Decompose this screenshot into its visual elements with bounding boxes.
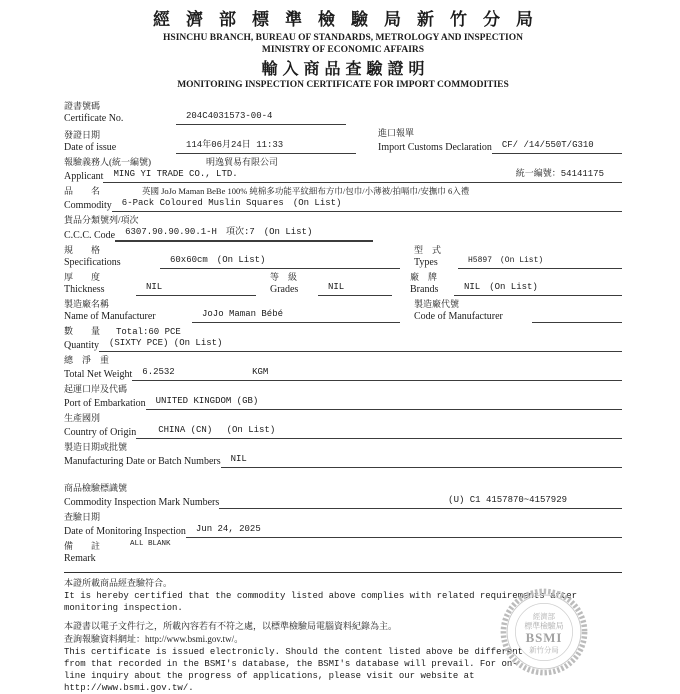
- remark-label-zh: 備 註: [64, 541, 101, 551]
- applicant-name-en: MING YI TRADE CO., LTD.: [113, 169, 238, 179]
- mfg-date-label-en: Manufacturing Date or Batch Numbers: [64, 456, 221, 467]
- inspection-date-label-en: Date of Monitoring Inspection: [64, 526, 186, 537]
- manufacturer-code-label-zh: 製造廠代號: [414, 299, 460, 309]
- document-header: [64, 10, 622, 91]
- mfg-date-label-zh: 製造日期或批號: [64, 442, 128, 452]
- types-label-en: Types: [414, 257, 438, 268]
- types-value: H5897 (On List): [458, 254, 622, 269]
- quantity-label-zh: 數 量: [64, 326, 101, 336]
- field-origin: [64, 412, 622, 439]
- specifications-value: 60x60cm (On List): [160, 254, 400, 269]
- field-mfg-date: [64, 441, 622, 468]
- import-declaration-label-en: Import Customs Declaration: [378, 142, 492, 153]
- electronic-note-zh-2: 查詢報驗資料網址：http://www.bsmi.gov.tw/。: [64, 634, 244, 644]
- field-thickness-grades-brands: [64, 271, 622, 296]
- embarkation-value: UNITED KINGDOM (GB): [146, 395, 622, 410]
- seal-text-ministry: 經濟部: [532, 612, 556, 622]
- embarkation-label-en: Port of Embarkation: [64, 398, 146, 409]
- certified-text-zh: 本證所載商品經查驗符合。: [64, 578, 173, 588]
- bsmi-seal: [486, 584, 602, 680]
- commodity-desc-zh: 英國 JoJo Maman BeBe 100% 純棉多功能平紋細布方巾/包巾/小薄被/拍嗝巾/安撫巾 6入禮: [142, 186, 470, 196]
- electronic-note-en: This certificate is issued electronicly. Should the content listed above be different from that recorded in the BSMI's database, the BSMI's database will prevail. For on-line inquiry about the progress of applications, please visit our website at http://www.bsmi.gov.tw/.: [64, 647, 524, 693]
- ccc-code-label-en: C.C.C. Code: [64, 230, 116, 241]
- commodity-desc-en: 6-Pack Coloured Muslin Squares (On List): [112, 197, 622, 212]
- import-declaration-value: CF/ /14/550T/G310: [492, 139, 622, 154]
- section-divider: [64, 572, 622, 573]
- embarkation-label-zh: 起運口岸及代碼: [64, 384, 128, 394]
- brands-label-en: Brands: [410, 284, 439, 295]
- commodity-label-zh: 品 名: [64, 186, 101, 196]
- field-spec-types: [64, 244, 622, 269]
- commodity-label-en: Commodity: [64, 200, 112, 211]
- date-of-issue-label-zh: 發證日期: [64, 130, 101, 140]
- field-commodity: [64, 185, 622, 212]
- seal-text-bureau: 標準檢驗局: [524, 621, 564, 631]
- certificate-no-label-en: Certificate No.: [64, 113, 124, 124]
- quantity-total: Total:60 PCE: [116, 327, 181, 337]
- inspection-date-value: Jun 24, 2025: [186, 523, 622, 538]
- date-of-issue-label-en: Date of issue: [64, 142, 117, 153]
- mark-numbers-label-en: Commodity Inspection Mark Numbers: [64, 497, 220, 508]
- applicant-label-zh: 報驗義務人(統一編號): [64, 157, 151, 167]
- field-mark-numbers: [64, 482, 622, 509]
- grades-value: NIL: [318, 281, 392, 296]
- field-ccc-code: [64, 214, 622, 242]
- certificate-no-value: 204C4031573-00-4: [176, 110, 346, 125]
- manufacturer-name-label-en: Name of Manufacturer: [64, 311, 156, 322]
- field-remark: [64, 540, 622, 565]
- thickness-value: NIL: [136, 281, 256, 296]
- document-title-en: MONITORING INSPECTION CERTIFICATE FOR IMPORT COMMODITIES: [177, 80, 509, 90]
- net-weight-label-en: Total Net Weight: [64, 369, 133, 380]
- brands-label-zh: 廠 牌: [410, 272, 438, 282]
- remark-value: ALL BLANK: [130, 540, 171, 548]
- field-net-weight: [64, 354, 622, 381]
- manufacturer-code-value: [532, 308, 622, 323]
- grades-label-zh: 等 級: [270, 272, 298, 282]
- remark-label-en: Remark: [64, 553, 96, 564]
- certificate-no-label-zh: 證書號碼: [64, 101, 101, 111]
- field-manufacturer: [64, 298, 622, 323]
- manufacturer-name-label-zh: 製造廠名稱: [64, 299, 110, 309]
- net-weight-value: 6.2532: [142, 367, 175, 377]
- field-quantity: [64, 325, 622, 352]
- seal-text-branch: 新竹分局: [529, 645, 559, 655]
- mark-numbers-value: (U) C1 4157870~4157929: [219, 494, 622, 509]
- field-certificate-no: [64, 100, 622, 125]
- mfg-date-value: NIL: [221, 453, 622, 468]
- brands-value: NIL (On List): [454, 281, 622, 296]
- types-label-zh: 型 式: [414, 245, 442, 255]
- specifications-label-en: Specifications: [64, 257, 121, 268]
- ministry-title-en: MINISTRY OF ECONOMIC AFFAIRS: [261, 45, 425, 55]
- agency-title-zh: 經濟部標準檢驗局新竹分局: [153, 10, 549, 29]
- applicant-name-zh: 明逸貿易有限公司: [206, 157, 279, 167]
- agency-title-en: HSINCHU BRANCH, BUREAU OF STANDARDS, METROLOGY AND INSPECTION: [163, 33, 523, 43]
- electronic-note-zh-1: 本證書以電子文件行之，所載內容若有不符之處，以標準檢驗局電腦資料紀錄為主。: [64, 621, 398, 631]
- electronic-note: [64, 620, 534, 694]
- import-declaration-label-zh: 進口報單: [378, 128, 415, 138]
- field-inspection-date: [64, 511, 622, 538]
- inspection-date-label-zh: 查驗日期: [64, 512, 101, 522]
- manufacturer-code-label-en: Code of Manufacturer: [414, 311, 503, 322]
- origin-label-zh: 生產國別: [64, 413, 101, 423]
- seal-text-acronym: BSMI: [525, 630, 563, 646]
- thickness-label-en: Thickness: [64, 284, 105, 295]
- applicant-label-en: Applicant: [64, 171, 104, 182]
- certified-text-en: It is hereby certified that the commodity listed above complies with related requirements after monitoring inspection.: [64, 591, 578, 613]
- document-title-zh: 輸入商品查驗證明: [261, 61, 430, 78]
- origin-label-en: Country of Origin: [64, 427, 137, 438]
- thickness-label-zh: 厚 度: [64, 272, 101, 282]
- mark-numbers-label-zh: 商品檢驗標識號: [64, 483, 128, 493]
- field-date-and-declaration: [64, 127, 622, 154]
- ccc-code-value: 6307.90.90.90.1-H 項次:7 (On List): [115, 226, 373, 242]
- grades-label-en: Grades: [270, 284, 299, 295]
- net-weight-unit: KGM: [252, 367, 269, 377]
- field-applicant: [64, 156, 622, 183]
- field-embarkation: [64, 383, 622, 410]
- date-of-issue-value: 114年06月24日 11:33: [176, 139, 356, 154]
- quantity-label-en: Quantity: [64, 340, 99, 351]
- quantity-words: (SIXTY PCE) (On List): [99, 337, 622, 352]
- manufacturer-name-value: JoJo Maman Bébé: [192, 308, 400, 323]
- net-weight-label-zh: 總 淨 重: [64, 355, 110, 365]
- ccc-code-label-zh: 貨品分類號列/項次: [64, 215, 139, 225]
- origin-value: CHINA (CN) (On List): [136, 424, 622, 439]
- specifications-label-zh: 規 格: [64, 245, 101, 255]
- applicant-uniform-no: 統一編號：54141175: [515, 169, 604, 179]
